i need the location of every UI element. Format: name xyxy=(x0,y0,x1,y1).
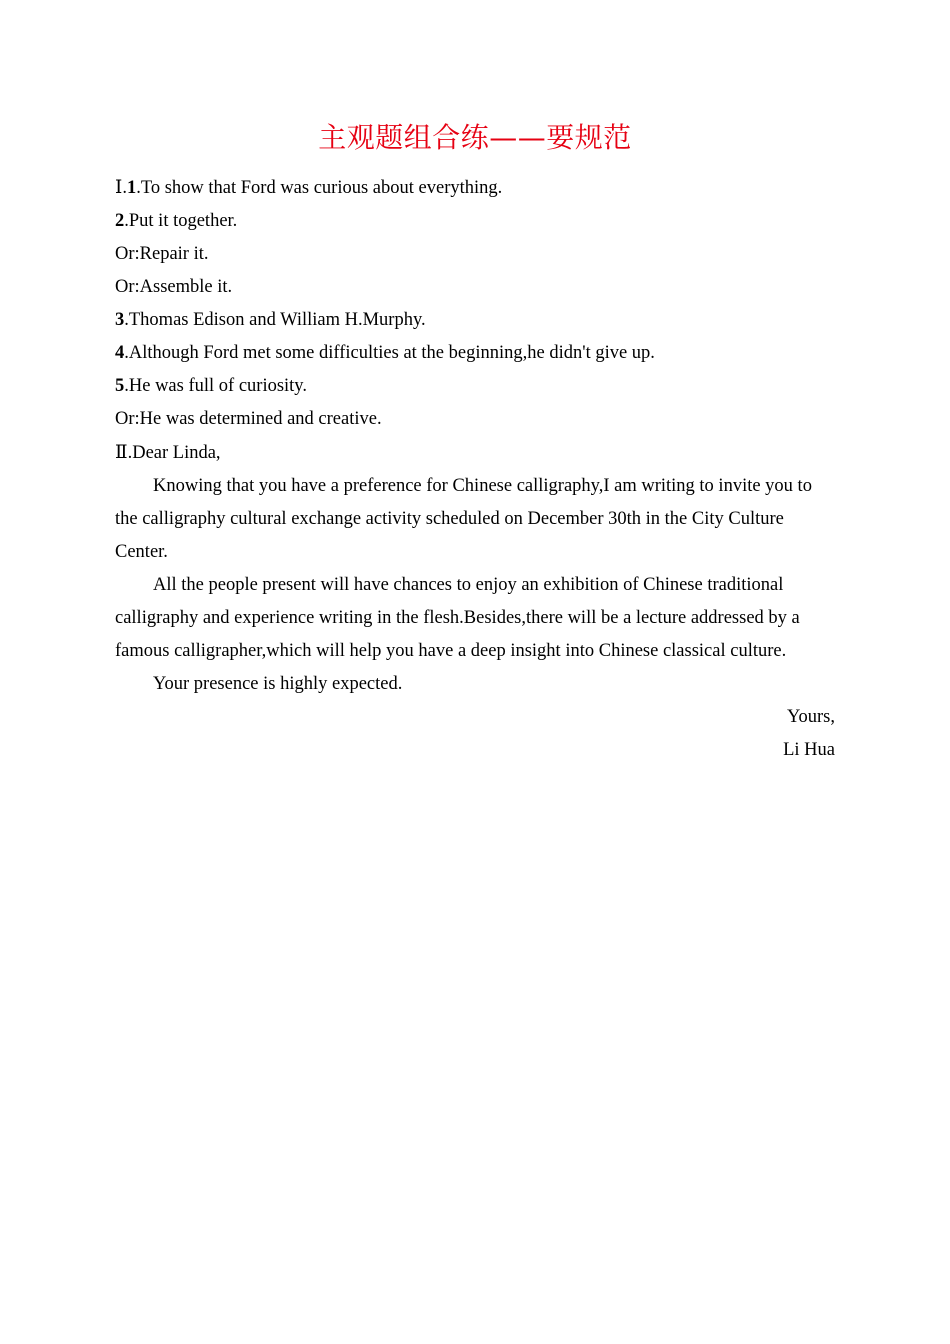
answer-text: .Put it together. xyxy=(124,211,238,231)
part1-label: Ⅰ xyxy=(115,178,123,198)
answer-number: 5 xyxy=(115,376,125,396)
answer-line-alt: Or:Repair it. xyxy=(115,244,209,264)
answer-line-alt: Or:Assemble it. xyxy=(115,277,233,297)
document-page xyxy=(115,116,835,767)
letter-closing: Yours, xyxy=(787,707,835,727)
letter-paragraph: Your presence is highly expected. xyxy=(153,674,403,694)
label-dot: . xyxy=(122,178,127,198)
part2-label: Ⅱ xyxy=(115,443,128,463)
letter-paragraph: Knowing that you have a preference for Chinese calligraphy,I am writing to invite you to the calligraphy cultural exchange activity scheduled on December 30th in the City Culture Center. xyxy=(115,476,812,562)
answer-text: .Although Ford met some difficulties at the beginning,he didn't give up. xyxy=(124,343,655,363)
answer-line-alt: Or:He was determined and creative. xyxy=(115,409,382,429)
answer-line-1 xyxy=(115,172,835,205)
page-title: 主观题组合练——要规范 xyxy=(318,121,632,154)
letter-greeting xyxy=(115,437,835,470)
greeting-text: .Dear Linda, xyxy=(127,443,221,463)
answer-line-4 xyxy=(115,337,835,370)
answer-number: 3 xyxy=(115,310,125,330)
answer-text: .To show that Ford was curious about everything. xyxy=(136,178,503,198)
letter-signature: Li Hua xyxy=(783,740,835,760)
answer-line-3 xyxy=(115,304,835,337)
answer-line-2 xyxy=(115,205,835,238)
letter-paragraph: All the people present will have chances to enjoy an exhibition of Chinese traditional calligraphy and experience writing in the flesh.Besides,there will be a lecture addressed by a famous calligrapher,which will help you have a deep insight into Chinese classical culture. xyxy=(115,575,800,661)
answer-line-5 xyxy=(115,370,835,403)
answer-number: 2 xyxy=(115,211,125,231)
answer-text: .He was full of curiosity. xyxy=(124,376,307,396)
answer-number: 1 xyxy=(126,178,137,198)
answer-text: .Thomas Edison and William H.Murphy. xyxy=(124,310,426,330)
answer-number: 4 xyxy=(115,343,125,363)
